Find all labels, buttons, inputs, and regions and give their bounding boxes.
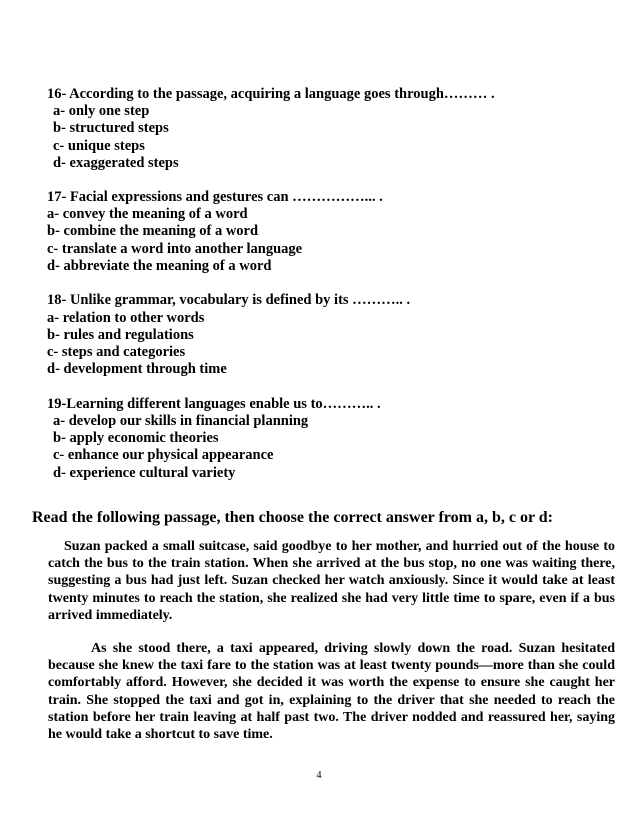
option-b: b- combine the meaning of a word	[47, 223, 259, 239]
option-a: a- only one step	[53, 103, 150, 119]
option-b: b- apply economic theories	[53, 430, 219, 446]
option-c: c- translate a word into another language	[47, 241, 303, 257]
section-heading: Read the following passage, then choose the correct answer from a, b, c or d:	[32, 509, 553, 526]
question-stem: 16- According to the passage, acquiring a language goes through……… .	[47, 86, 495, 102]
question-stem: 19-Learning different languages enable us to……….. .	[47, 396, 381, 412]
question-stem: 18- Unlike grammar, vocabulary is defined by its ……….. .	[47, 292, 411, 308]
option-d: d- abbreviate the meaning of a word	[47, 258, 272, 274]
option-b: b- structured steps	[53, 120, 169, 136]
question-stem: 17- Facial expressions and gestures can ……………... .	[47, 189, 383, 205]
option-a: a- relation to other words	[47, 310, 205, 326]
option-b: b- rules and regulations	[47, 327, 194, 343]
option-d: d- exaggerated steps	[53, 155, 179, 171]
option-c: c- steps and categories	[47, 344, 186, 360]
option-a: a- convey the meaning of a word	[47, 206, 248, 222]
option-c: c- enhance our physical appearance	[53, 447, 274, 463]
option-d: d- experience cultural variety	[53, 465, 236, 481]
passage-paragraph-2: As she stood there, a taxi appeared, driving slowly down the road. Suzan hesitated because she knew the taxi fare to the station was at least twenty pounds—more than she could comfortably afford. However, she decided it was worth the expense to ensure she caught her train. She stopped the taxi and got in, explaining to the driver that she needed to reach the station before her train leaving at half past two. The driver nodded and reassured her, saying he would take a shortcut to save time.	[48, 641, 615, 743]
passage-paragraph-1: Suzan packed a small suitcase, said goodbye to her mother, and hurried out of the house to catch the bus to the train station. When she arrived at the bus stop, no one was waiting there, suggesting a bus had just left. Suzan checked her watch anxiously. Since it would take at least twenty minutes to reach the station, she realized she had very little time to spare, even if a bus arrived immediately.	[48, 539, 615, 623]
option-d: d- development through time	[47, 361, 227, 377]
option-c: c- unique steps	[53, 138, 145, 154]
page-number: 4	[316, 770, 322, 781]
option-a: a- develop our skills in financial planning	[53, 413, 309, 429]
